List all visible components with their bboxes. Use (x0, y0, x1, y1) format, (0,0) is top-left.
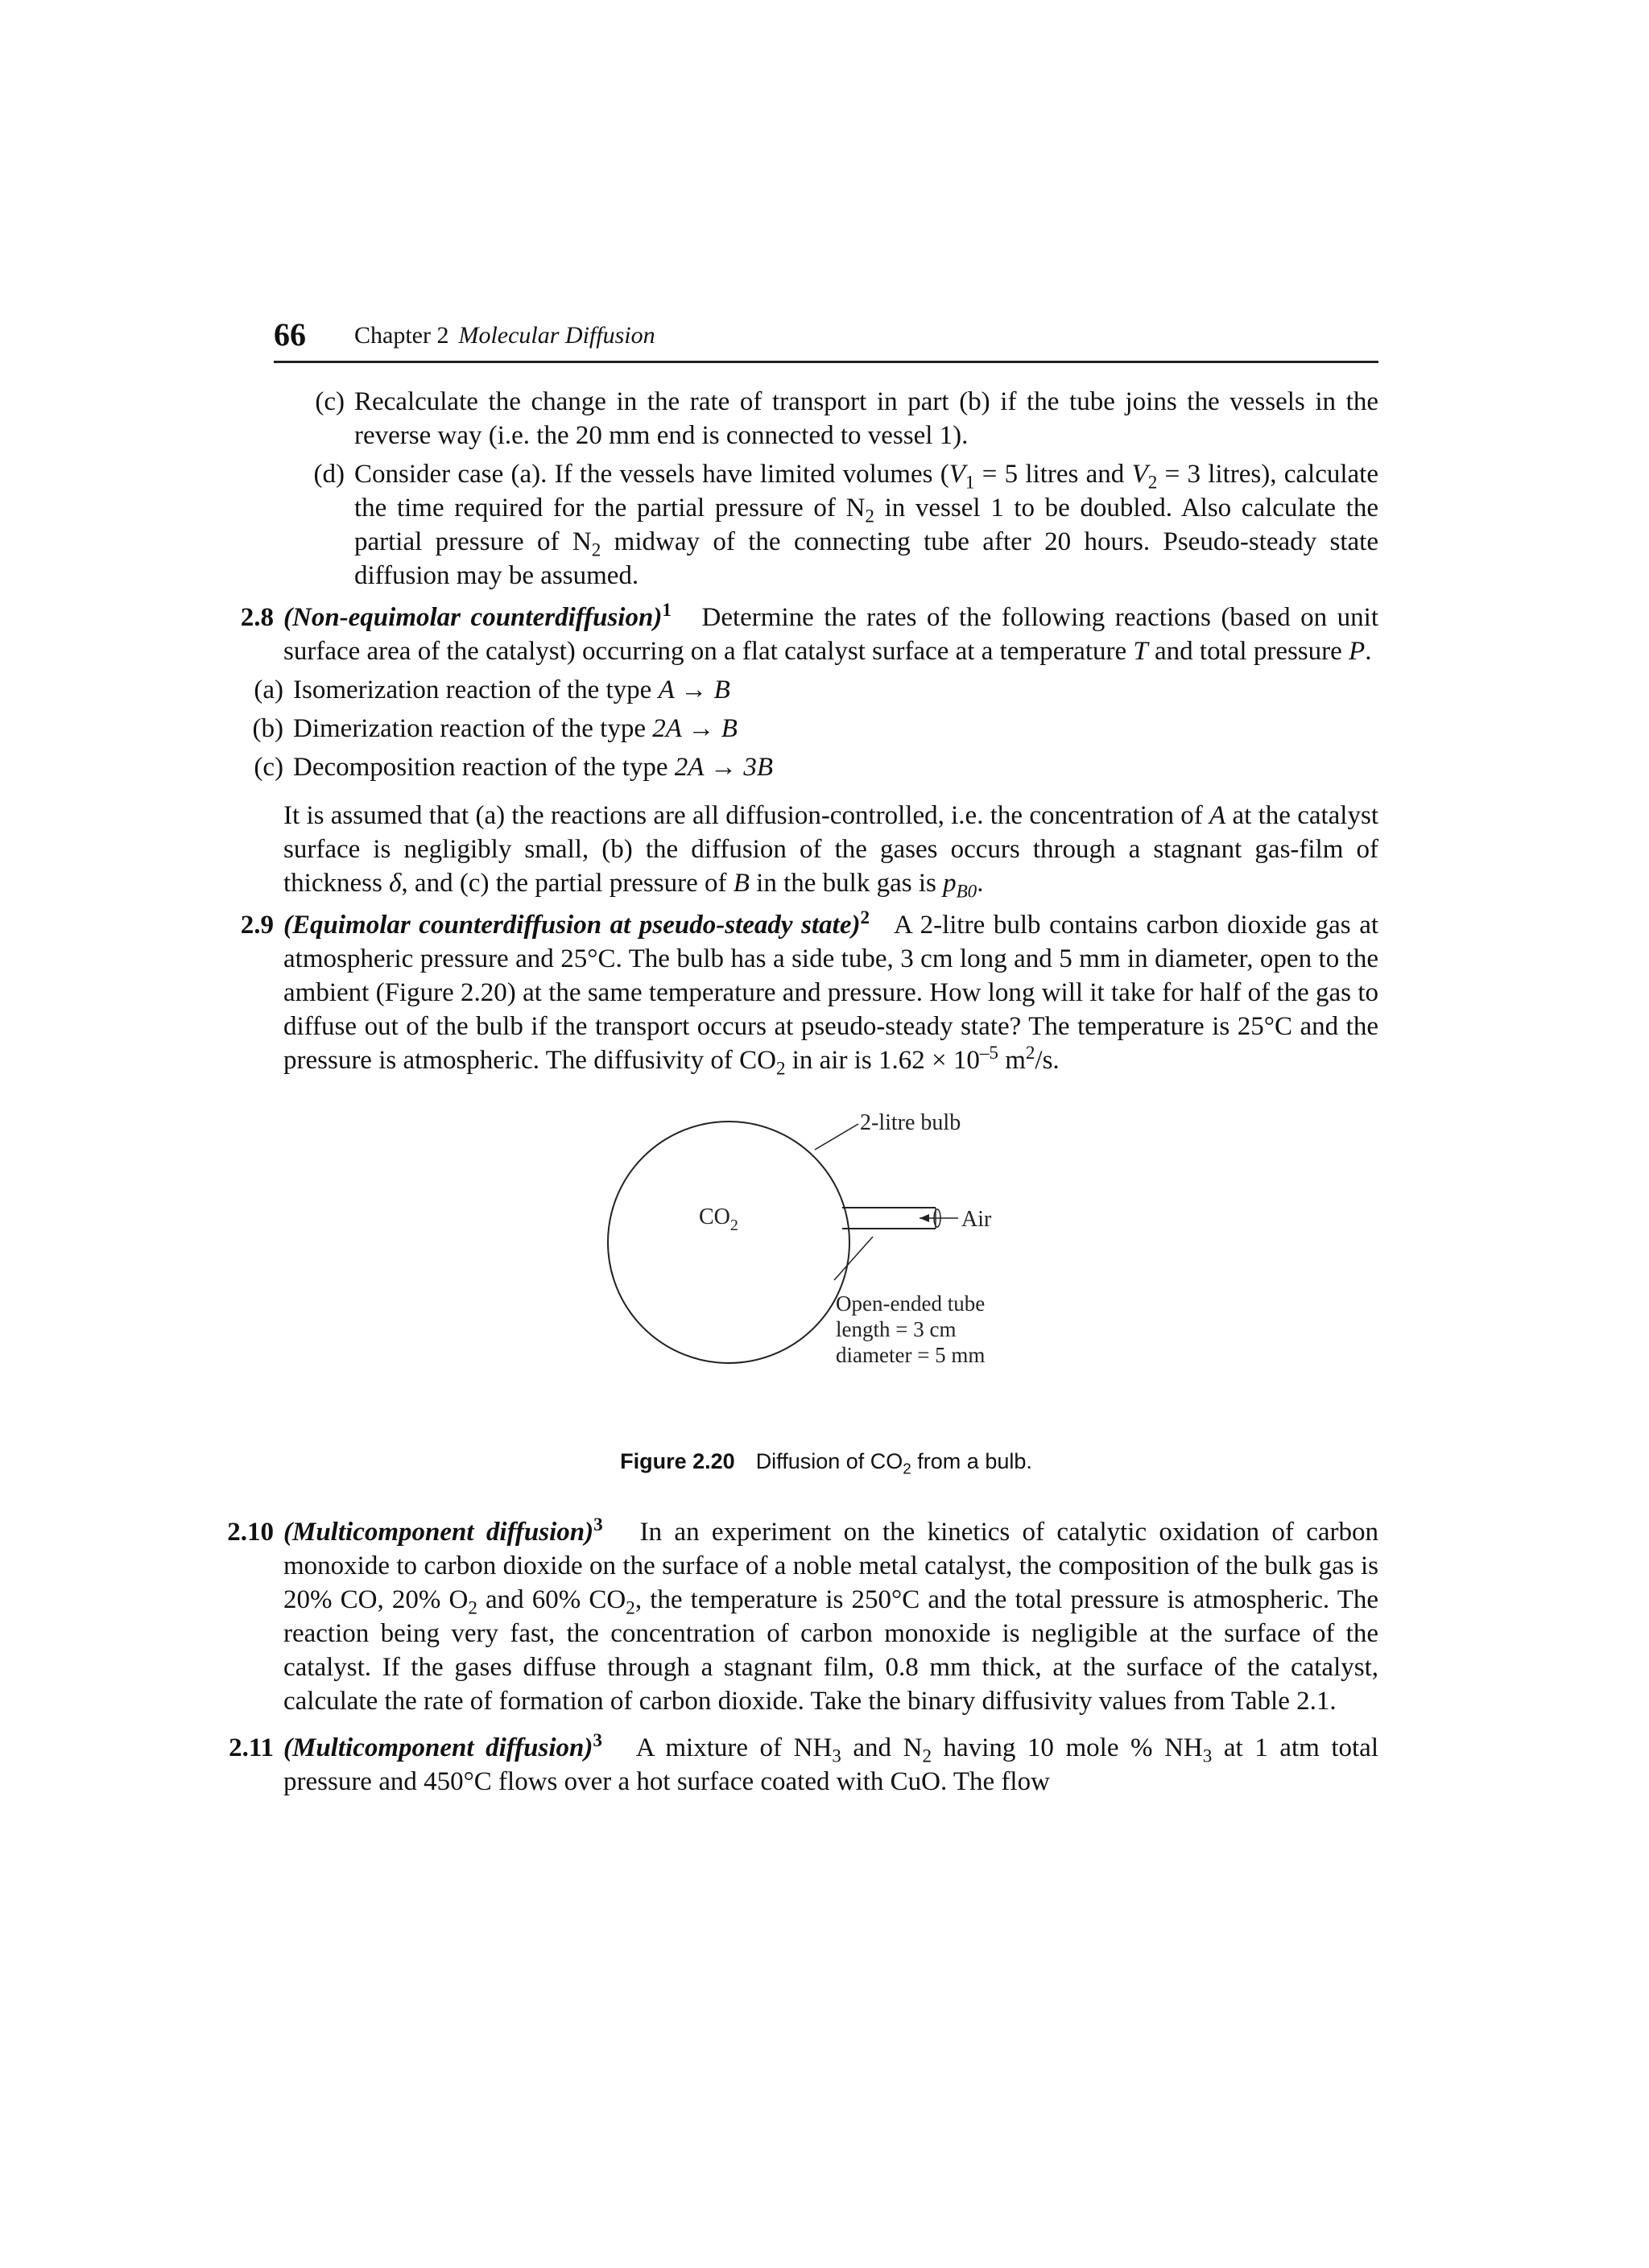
page-header (274, 316, 1378, 363)
problem-title: (Multicomponent diffusion) (283, 1733, 593, 1762)
air-label: Air (961, 1207, 992, 1232)
co2-label: $CO_2$ (699, 1204, 738, 1234)
problem-2-7-continued (174, 385, 1378, 593)
chapter-label: Chapter 2 (354, 322, 449, 349)
problem-2-8-item: (c) Decomposition reaction of the type 2A → 3B (254, 753, 774, 782)
problem-number: 2.11 (229, 1733, 274, 1762)
bulb-circle (608, 1122, 849, 1363)
problem-title: (Non-equimolar counterdiffusion) (283, 603, 663, 632)
problem-2-8-item: (b) Dimerization reaction of the type 2A → B (252, 714, 738, 743)
problem-2-8-item: (a) Isomerization reaction of the type A → B (254, 675, 730, 704)
problem-title: (Multicomponent diffusion) (283, 1518, 594, 1547)
tube-leader-line (834, 1237, 873, 1280)
problem-number: 2.10 (227, 1518, 274, 1547)
problem-number: 2.8 (240, 603, 274, 632)
problem-2-7-part-d: (d) Consider case (a). If the vessels have limited volumes ($V_1 = 5$ litres and $V_2 = 3$ litres), calculate the time required for the partial pressure of $N_2$ in vessel 1 to be doubled. Also calculate the partial pressure of $N_2$ midway of the connecting tube after 20 hours. Pseudo-steady state diffusion may be assumed. (313, 460, 1378, 590)
page-number: 66 (274, 316, 306, 353)
tube-label-line2: length = 3 cm (836, 1317, 957, 1341)
figure-label: Figure 2.20 (620, 1449, 735, 1473)
bulb-label: 2-litre bulb (860, 1110, 961, 1135)
problem-2-8-assumptions: It is assumed that (a) the reactions are all diffusion-controlled, i.e. the concentration of A at the catalyst surface is negligibly small, (b) the diffusion of the gases occurs through a stagnant gas-film of thickness δ, and (c) the partial pressure of B in the bulk gas is $p_{B0}$. (283, 801, 1378, 902)
problem-number: 2.9 (240, 911, 274, 940)
bulb-leader-line (815, 1124, 858, 1150)
tube-label-line1: Open-ended tube (836, 1291, 986, 1316)
problem-2-7-part-c: (c) Recalculate the change in the rate of transport in part (b) if the tube joins the vessels in the reverse way (i.e. the 20 mm end is connected to vessel 1). (315, 387, 1378, 450)
figure-caption: Figure 2.20 Diffusion of $CO_2$ from a bulb. (620, 1449, 1032, 1478)
figure-2-20 (274, 1101, 1378, 1440)
bulb-diagram (604, 1101, 1055, 1423)
problem-2-11: 2.11 (Multicomponent diffusion)$^3$ A mixture of $NH_3$ and $N_2$ having 10 mole % $NH_3$ at 1 atm total pressure and 450°C flows over a hot surface coated with CuO. The flow (174, 1731, 1378, 1799)
problem-2-8: 2.8 (Non-equimolar counterdiffusion)$^1$ Determine the rates of the following reactions (based on unit surface area of the catalyst) occurring on a flat catalyst surface at a temperature T and total pressure P. (a) Isomerization reaction of the type A → B (b) Dimerization reaction of the type 2A → B (c) Decomposition reaction of the type 2A → 3B It is assumed that (a) the reactions are all diffusion-controlled, i.e. the concentration of A at the catalyst surface is negligibly small, (b) the diffusion of the gases occurs through a stagnant gas-film of thickness δ, and (c) the partial pressure of B in the bulk gas is $p_{B0}$. (174, 601, 1378, 900)
problem-title: (Equimolar counterdiffusion at pseudo-steady state) (283, 911, 861, 940)
page-content (227, 385, 1379, 1799)
problem-2-10: 2.10 (Multicomponent diffusion)$^3$ In an experiment on the kinetics of catalytic oxidation of carbon monoxide to carbon dioxide on the surface of a noble metal catalyst, the composition of the bulk gas is 20% CO, 20% $O_2$ and 60% $CO_2$, the temperature is 250°C and the total pressure is atmospheric. The reaction being very fast, the concentration of carbon monoxide is negligible at the surface of the catalyst. If the gases diffuse through a stagnant film, 0.8 mm thick, at the surface of the catalyst, calculate the rate of formation of carbon dioxide. Take the binary diffusivity values from Table 2.1. (174, 1515, 1378, 1718)
tube-label-line3: diameter = 5 mm (836, 1343, 986, 1367)
chapter-title: Molecular Diffusion (458, 322, 655, 349)
running-head (354, 322, 655, 349)
problem-2-9: 2.9 (Equimolar counterdiffusion at pseudo-steady state)$^2$ A 2-litre bulb contains carbon dioxide gas at atmospheric pressure and 25°C. The bulb has a side tube, 3 cm long and 5 mm in diameter, open to the ambient (Figure 2.20) at the same temperature and pressure. How long will it take for half of the gas to diffuse out of the bulb if the transport occurs at pseudo-steady state? The temperature is 25°C and the pressure is atmospheric. The diffusivity of $CO_2$ in air is $1.62 \times 10^{-5}$ $m^2/s$. (174, 908, 1378, 1077)
